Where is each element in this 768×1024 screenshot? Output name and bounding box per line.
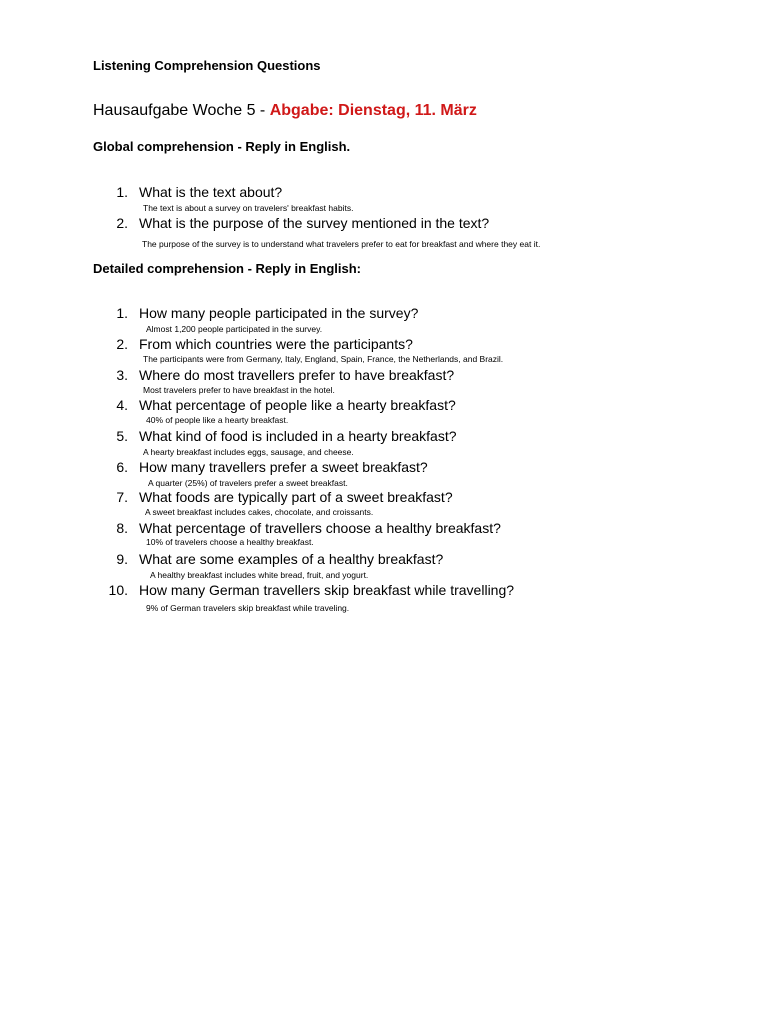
question-number: 4. [116,397,128,413]
question-number: 2. [116,215,128,231]
question-number: 8. [116,520,128,536]
global-answer-2: The purpose of the survey is to understand what travelers prefer to eat for breakfast and where they eat it. [142,239,541,249]
global-question-2 [0,215,768,235]
detailed-question-3 [0,367,768,387]
detailed-answer-6: A quarter (25%) of travelers prefer a sweet breakfast. [148,478,348,488]
question-number: 7. [116,489,128,505]
question-number: 10. [108,582,128,598]
question-text: What are some examples of a healthy breakfast? [139,551,444,567]
detailed-answer-5: A hearty breakfast includes eggs, sausage, and cheese. [143,447,354,457]
question-text: What is the purpose of the survey mentioned in the text? [139,215,490,231]
question-number: 1. [116,184,128,200]
question-text: How many travellers prefer a sweet breakfast? [139,459,428,475]
detailed-question-4 [0,397,768,417]
deadline-text: Abgabe: Dienstag, 11. März [269,102,477,119]
detailed-answer-7: A sweet breakfast includes cakes, chocolate, and croissants. [145,507,374,517]
question-text: What is the text about? [139,184,283,200]
question-number: 9. [116,551,128,567]
global-question-1 [0,184,768,204]
question-text: What percentage of travellers choose a healthy breakfast? [139,520,501,536]
question-number: 5. [116,428,128,444]
homework-label: Hausaufgabe Woche 5 - [93,102,270,119]
question-number: 1. [116,305,128,321]
detailed-question-1 [0,305,768,325]
question-number: 6. [116,459,128,475]
question-number: 3. [116,367,128,383]
detailed-question-2 [0,336,768,356]
document-heading: Listening Comprehension Questions [93,58,321,73]
question-text: What percentage of people like a hearty breakfast? [139,397,456,413]
global-answer-1: The text is about a survey on travelers' breakfast habits. [143,203,354,213]
homework-line [93,102,477,120]
detailed-answer-8: 10% of travelers choose a healthy breakfast. [146,537,314,547]
detailed-answer-4: 40% of people like a hearty breakfast. [146,415,289,425]
question-number: 2. [116,336,128,352]
question-text: What foods are typically part of a sweet breakfast? [139,489,453,505]
detailed-answer-1: Almost 1,200 people participated in the survey. [146,324,323,334]
global-section-title: Global comprehension - Reply in English. [93,139,351,154]
question-text: How many people participated in the survey? [139,305,419,321]
detailed-answer-2: The participants were from Germany, Italy, England, Spain, France, the Netherlands, and Brazil. [143,354,504,364]
detailed-question-8 [0,520,768,540]
detailed-question-6 [0,459,768,479]
detailed-answer-10: 9% of German travelers skip breakfast while traveling. [146,603,350,613]
detailed-question-9 [0,551,768,571]
detailed-answer-9: A healthy breakfast includes white bread, fruit, and yogurt. [150,570,369,580]
question-text: How many German travellers skip breakfast while travelling? [139,582,515,598]
detailed-answer-3: Most travelers prefer to have breakfast in the hotel. [143,385,335,395]
question-text: Where do most travellers prefer to have breakfast? [139,367,455,383]
question-text: From which countries were the participants? [139,336,413,352]
detailed-section-title: Detailed comprehension - Reply in English: [93,261,361,276]
detailed-question-10 [0,582,768,602]
question-text: What kind of food is included in a hearty breakfast? [139,428,457,444]
detailed-question-7 [0,489,768,509]
detailed-question-5 [0,428,768,448]
